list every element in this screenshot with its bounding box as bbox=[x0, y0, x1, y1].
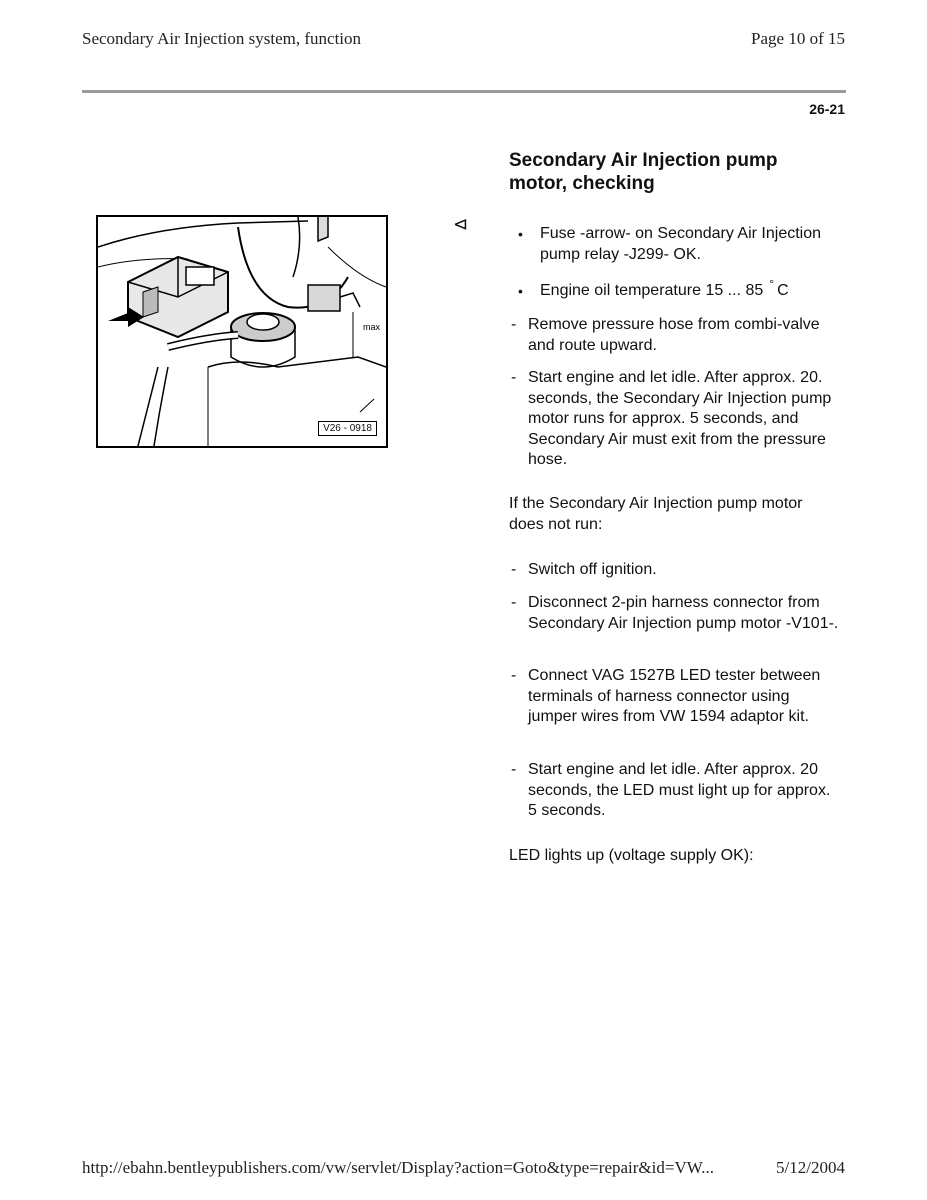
step-item bbox=[511, 593, 841, 634]
relay-fuse-drawing bbox=[98, 217, 386, 446]
bullet-icon: • bbox=[518, 283, 523, 299]
dash-marker: - bbox=[511, 667, 517, 684]
step-text: Disconnect 2-pin harness connector from Secondary Air Injection pump motor -V101-. bbox=[528, 594, 839, 632]
step-item bbox=[511, 760, 841, 822]
condition-text bbox=[518, 277, 838, 302]
bullet-icon: • bbox=[518, 226, 523, 242]
step-text: Remove pressure hose from combi-valve and route upward. bbox=[528, 316, 820, 354]
figure-label: V26 - 0918 bbox=[318, 421, 377, 436]
dash-marker: - bbox=[511, 316, 517, 333]
condition-paragraph: If the Secondary Air Injection pump motor does not run: bbox=[509, 495, 803, 533]
source-url: http://ebahn.bentleypublishers.com/vw/servlet/Display?action=Goto&type=repair&id=VW... bbox=[82, 1158, 714, 1177]
section-code: 26-21 bbox=[809, 101, 845, 117]
condition-text: Fuse -arrow- on Secondary Air Injection pump relay -J299- OK. bbox=[540, 225, 822, 263]
step-text: Connect VAG 1527B LED tester between terminals of harness connector using jumper wires from VW 1594 adaptor kit. bbox=[528, 667, 821, 725]
step-item bbox=[511, 315, 841, 356]
print-date: 5/12/2004 bbox=[776, 1158, 845, 1177]
header-divider bbox=[82, 90, 846, 93]
temperature-unit: C bbox=[777, 282, 789, 299]
figure-reference-arrow: ⊲ bbox=[453, 214, 469, 234]
dash-marker: - bbox=[511, 561, 517, 578]
condition-item bbox=[518, 277, 838, 302]
document-title: Secondary Air Injection system, function bbox=[82, 29, 362, 48]
step-item bbox=[511, 368, 841, 471]
dash-marker: - bbox=[511, 761, 517, 778]
engine-bay-illustration bbox=[96, 215, 388, 448]
condition-item bbox=[518, 224, 838, 265]
step-text: Switch off ignition. bbox=[528, 561, 657, 578]
step-item bbox=[511, 666, 841, 728]
result-paragraph: LED lights up (voltage supply OK): bbox=[509, 847, 754, 864]
section-title: Secondary Air Injection pump motor, checking bbox=[509, 150, 778, 194]
step-text: Start engine and let idle. After approx. 20. seconds, the Secondary Air Injection pump motor runs for approx. 5 seconds, and Secondary Air must exit from the pressure hose. bbox=[528, 369, 832, 468]
dash-marker: - bbox=[511, 369, 517, 386]
temperature-range: Engine oil temperature 15 ... 85 bbox=[540, 282, 764, 299]
page-number: Page 10 of 15 bbox=[751, 29, 845, 48]
degree-symbol: ° bbox=[769, 277, 775, 291]
dash-marker: - bbox=[511, 594, 517, 611]
step-item bbox=[511, 560, 841, 581]
max-mark: max bbox=[363, 322, 381, 332]
step-text: Start engine and let idle. After approx. 20 seconds, the LED must light up for approx. 5 seconds. bbox=[528, 761, 831, 819]
